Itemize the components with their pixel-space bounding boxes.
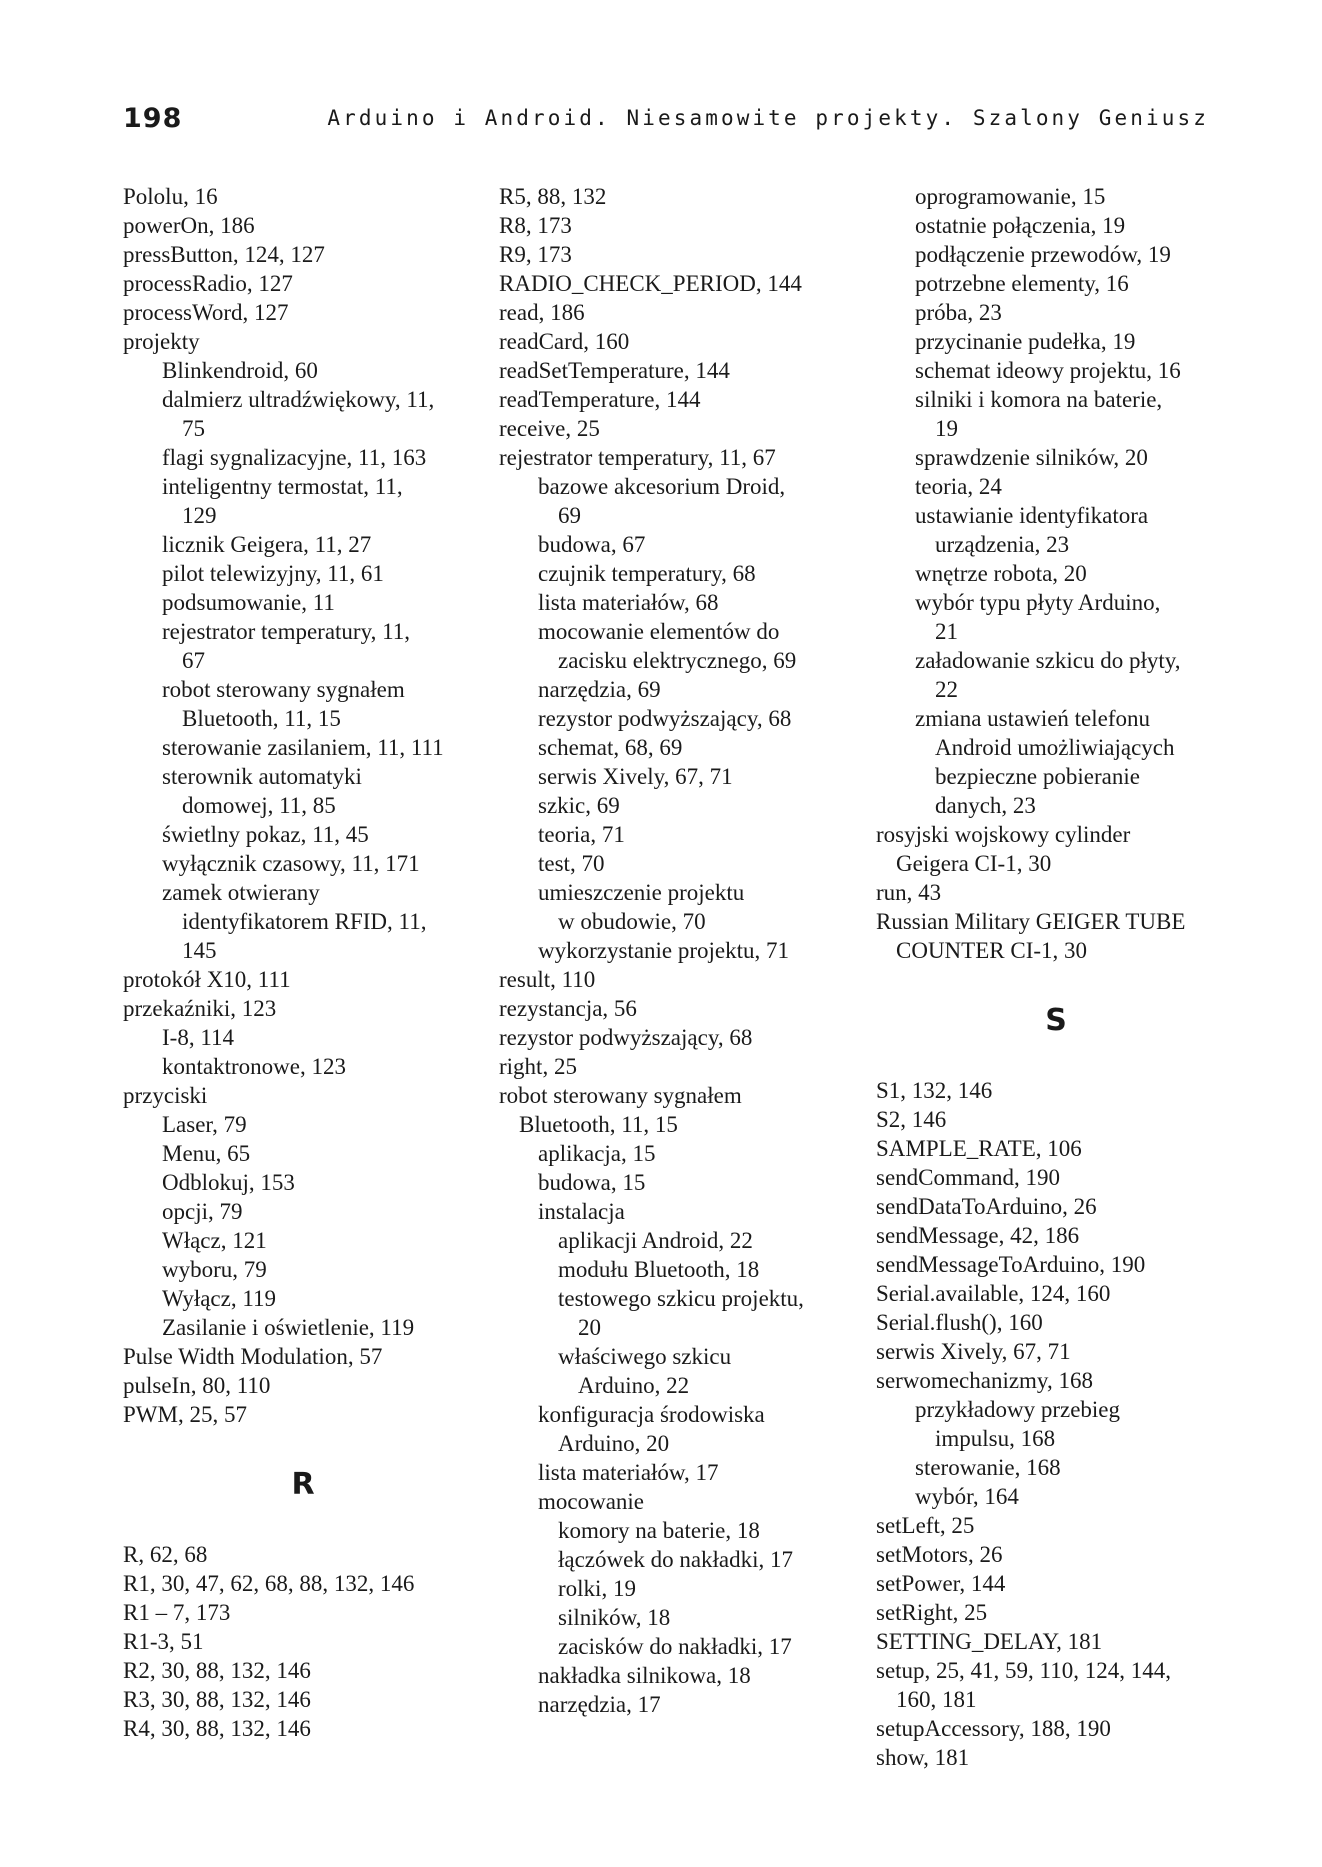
index-subentry: aplikacja, 15	[538, 1141, 656, 1166]
index-subentry: 67	[182, 648, 205, 673]
index-column-1	[123, 182, 483, 1743]
index-subentry: pilot telewizyjny, 11, 61	[162, 561, 384, 586]
index-entry: setupAccessory, 188, 190	[876, 1716, 1111, 1741]
index-entry: Pulse Width Modulation, 57	[123, 1344, 383, 1369]
index-subentry: wykorzystanie projektu, 71	[538, 938, 790, 963]
index-subentry: opcji, 79	[162, 1199, 243, 1224]
index-entry: R4, 30, 88, 132, 146	[123, 1716, 311, 1741]
index-subentry: zamek otwierany	[162, 880, 320, 905]
index-entry: rezystancja, 56	[499, 996, 637, 1021]
index-subentry: zacisku elektrycznego, 69	[558, 648, 797, 673]
index-subentry: wyłącznik czasowy, 11, 171	[162, 851, 420, 876]
index-entry: sendMessageToArduino, 190	[876, 1252, 1146, 1277]
index-entry: R9, 173	[499, 242, 572, 267]
index-subentry: ustawianie identyfikatora	[915, 503, 1149, 528]
index-entry: PWM, 25, 57	[123, 1402, 247, 1427]
index-entry: rosyjski wojskowy cylinder	[876, 822, 1131, 847]
index-subentry: 22	[935, 677, 958, 702]
index-entry: R1-3, 51	[123, 1629, 204, 1654]
index-subentry: licznik Geigera, 11, 27	[162, 532, 372, 557]
index-subentry: domowej, 11, 85	[182, 793, 336, 818]
index-subentry: flagi sygnalizacyjne, 11, 163	[162, 445, 427, 470]
index-subentry: umieszczenie projektu	[538, 880, 745, 905]
index-entry: protokół X10, 111	[123, 967, 291, 992]
index-entry: SETTING_DELAY, 181	[876, 1629, 1103, 1654]
index-subentry: testowego szkicu projektu,	[558, 1286, 804, 1311]
index-entry: rejestrator temperatury, 11, 67	[499, 445, 776, 470]
index-subentry: Bluetooth, 11, 15	[182, 706, 341, 731]
index-subentry: sprawdzenie silników, 20	[915, 445, 1148, 470]
index-entry: sendDataToArduino, 26	[876, 1194, 1097, 1219]
index-subentry: mocowanie	[538, 1489, 645, 1514]
index-entry: pulseIn, 80, 110	[123, 1373, 271, 1398]
index-subentry: silniki i komora na baterie,	[915, 387, 1163, 412]
page-number: 198	[123, 103, 183, 134]
index-entry: readCard, 160	[499, 329, 630, 354]
index-subentry: próba, 23	[915, 300, 1002, 325]
index-column-3	[876, 182, 1236, 1772]
index-subentry: COUNTER CI-1, 30	[896, 938, 1088, 963]
index-entry: setRight, 25	[876, 1600, 988, 1625]
index-subentry: Wyłącz, 119	[162, 1286, 276, 1311]
index-subentry: narzędzia, 17	[538, 1692, 661, 1717]
index-subentry: identyfikatorem RFID, 11,	[182, 909, 427, 934]
index-subentry: 145	[182, 938, 217, 963]
index-subentry: przycinanie pudełka, 19	[915, 329, 1136, 354]
index-subentry: załadowanie szkicu do płyty,	[915, 648, 1181, 673]
index-subentry: Blinkendroid, 60	[162, 358, 318, 383]
index-entry: SAMPLE_RATE, 106	[876, 1136, 1082, 1161]
index-entry: R8, 173	[499, 213, 572, 238]
index-subentry: mocowanie elementów do	[538, 619, 780, 644]
index-subentry: inteligentny termostat, 11,	[162, 474, 403, 499]
index-subentry: narzędzia, 69	[538, 677, 661, 702]
index-subentry: sterowanie zasilaniem, 11, 111	[162, 735, 444, 760]
index-subentry: oprogramowanie, 15	[915, 184, 1106, 209]
index-entry: setup, 25, 41, 59, 110, 124, 144,	[876, 1658, 1171, 1683]
index-subentry: sterownik automatyki	[162, 764, 362, 789]
index-subentry: robot sterowany sygnałem	[162, 677, 405, 702]
index-entry: R5, 88, 132	[499, 184, 607, 209]
index-subentry: danych, 23	[935, 793, 1036, 818]
index-entry: R, 62, 68	[123, 1542, 208, 1567]
index-subentry: kontaktronowe, 123	[162, 1054, 346, 1079]
index-entry: serwis Xively, 67, 71	[876, 1339, 1071, 1364]
index-subentry: 19	[935, 416, 958, 441]
index-entry: przekaźniki, 123	[123, 996, 277, 1021]
index-entry: rezystor podwyższający, 68	[499, 1025, 753, 1050]
index-subentry: urządzenia, 23	[935, 532, 1070, 557]
index-entry: show, 181	[876, 1745, 970, 1770]
index-subentry: sterowanie, 168	[915, 1455, 1061, 1480]
index-entry: result, 110	[499, 967, 596, 992]
index-subentry: bezpieczne pobieranie	[935, 764, 1140, 789]
index-subentry: dalmierz ultradźwiękowy, 11,	[162, 387, 435, 412]
running-title: Arduino i Android. Niesamowite projekty. Szalony Geniusz	[327, 106, 1209, 130]
index-entry: robot sterowany sygnałem	[499, 1083, 742, 1108]
section-letter: S	[1045, 1003, 1067, 1038]
index-subentry: zmiana ustawień telefonu	[915, 706, 1151, 731]
index-subentry: świetlny pokaz, 11, 45	[162, 822, 369, 847]
index-subentry: rejestrator temperatury, 11,	[162, 619, 410, 644]
index-entry: przyciski	[123, 1083, 208, 1108]
index-subentry: Laser, 79	[162, 1112, 247, 1137]
index-entry: right, 25	[499, 1054, 577, 1079]
index-subentry: konfiguracja środowiska	[538, 1402, 765, 1427]
index-subentry: modułu Bluetooth, 18	[558, 1257, 760, 1282]
index-entry: powerOn, 186	[123, 213, 255, 238]
index-subentry: Android umożliwiających	[935, 735, 1175, 760]
index-entry: Pololu, 16	[123, 184, 218, 209]
index-entry: setLeft, 25	[876, 1513, 975, 1538]
index-entry: R3, 30, 88, 132, 146	[123, 1687, 311, 1712]
index-entry: serwomechanizmy, 168	[876, 1368, 1093, 1393]
index-subentry: aplikacji Android, 22	[558, 1228, 753, 1253]
index-entry: S1, 132, 146	[876, 1078, 993, 1103]
index-subentry: ostatnie połączenia, 19	[915, 213, 1126, 238]
index-subentry: Menu, 65	[162, 1141, 251, 1166]
index-subentry: Włącz, 121	[162, 1228, 267, 1253]
index-subentry: serwis Xively, 67, 71	[538, 764, 733, 789]
index-subentry: impulsu, 168	[935, 1426, 1056, 1451]
index-subentry: Odblokuj, 153	[162, 1170, 295, 1195]
index-subentry: łączówek do nakładki, 17	[558, 1547, 794, 1572]
index-subentry: Arduino, 22	[578, 1373, 690, 1398]
index-subentry: 20	[578, 1315, 601, 1340]
index-entry: Serial.flush(), 160	[876, 1310, 1043, 1335]
index-entry: R2, 30, 88, 132, 146	[123, 1658, 311, 1683]
index-subentry: szkic, 69	[538, 793, 620, 818]
index-entry: read, 186	[499, 300, 585, 325]
index-subentry: bazowe akcesorium Droid,	[538, 474, 786, 499]
index-subentry: I-8, 114	[162, 1025, 234, 1050]
index-subentry: 69	[558, 503, 581, 528]
index-subentry: Zasilanie i oświetlenie, 119	[162, 1315, 415, 1340]
index-entry: sendCommand, 190	[876, 1165, 1060, 1190]
index-subentry: 21	[935, 619, 958, 644]
index-subentry: potrzebne elementy, 16	[915, 271, 1129, 296]
index-entry: projekty	[123, 329, 200, 354]
index-subentry: zacisków do nakładki, 17	[558, 1634, 792, 1659]
index-subentry: teoria, 71	[538, 822, 625, 847]
index-subentry: komory na baterie, 18	[558, 1518, 760, 1543]
index-subentry: budowa, 15	[538, 1170, 646, 1195]
index-entry: R1, 30, 47, 62, 68, 88, 132, 146	[123, 1571, 415, 1596]
index-subentry: Geigera CI-1, 30	[896, 851, 1052, 876]
index-entry: pressButton, 124, 127	[123, 242, 325, 267]
index-subentry: schemat ideowy projektu, 16	[915, 358, 1181, 383]
index-subentry: podsumowanie, 11	[162, 590, 335, 615]
index-subentry: wyboru, 79	[162, 1257, 267, 1282]
index-subentry: w obudowie, 70	[558, 909, 706, 934]
index-subentry: czujnik temperatury, 68	[538, 561, 756, 586]
index-entry: run, 43	[876, 880, 942, 905]
index-entry: RADIO_CHECK_PERIOD, 144	[499, 271, 802, 296]
index-entry: R1 – 7, 173	[123, 1600, 231, 1625]
index-entry: sendMessage, 42, 186	[876, 1223, 1080, 1248]
index-subentry: wnętrze robota, 20	[915, 561, 1087, 586]
index-entry: readTemperature, 144	[499, 387, 701, 412]
index-subentry: teoria, 24	[915, 474, 1002, 499]
index-entry: Russian Military GEIGER TUBE	[876, 909, 1186, 934]
index-subentry: silników, 18	[558, 1605, 671, 1630]
index-subentry: lista materiałów, 17	[538, 1460, 719, 1485]
index-subentry: podłączenie przewodów, 19	[915, 242, 1171, 267]
index-subentry: test, 70	[538, 851, 605, 876]
index-subentry: schemat, 68, 69	[538, 735, 683, 760]
index-subentry: wybór, 164	[915, 1484, 1019, 1509]
index-entry: S2, 146	[876, 1107, 947, 1132]
section-letter: R	[291, 1467, 315, 1502]
index-subentry: instalacja	[538, 1199, 625, 1224]
index-entry: Serial.available, 124, 160	[876, 1281, 1111, 1306]
index-subentry: przykładowy przebieg	[915, 1397, 1121, 1422]
index-entry: processRadio, 127	[123, 271, 293, 296]
index-entry: setMotors, 26	[876, 1542, 1003, 1567]
index-subentry: 75	[182, 416, 205, 441]
index-subentry: 160, 181	[896, 1687, 977, 1712]
index-subentry: budowa, 67	[538, 532, 646, 557]
index-subentry: właściwego szkicu	[558, 1344, 732, 1369]
index-subentry: Bluetooth, 11, 15	[519, 1112, 678, 1137]
index-entry: setPower, 144	[876, 1571, 1006, 1596]
index-entry: processWord, 127	[123, 300, 289, 325]
index-subentry: Arduino, 20	[558, 1431, 670, 1456]
index-entry: receive, 25	[499, 416, 600, 441]
index-subentry: lista materiałów, 68	[538, 590, 719, 615]
index-subentry: nakładka silnikowa, 18	[538, 1663, 751, 1688]
index-subentry: wybór typu płyty Arduino,	[915, 590, 1161, 615]
index-subentry: 129	[182, 503, 217, 528]
index-column-2	[499, 182, 869, 1719]
index-subentry: rezystor podwyższający, 68	[538, 706, 792, 731]
index-subentry: rolki, 19	[558, 1576, 636, 1601]
index-entry: readSetTemperature, 144	[499, 358, 730, 383]
